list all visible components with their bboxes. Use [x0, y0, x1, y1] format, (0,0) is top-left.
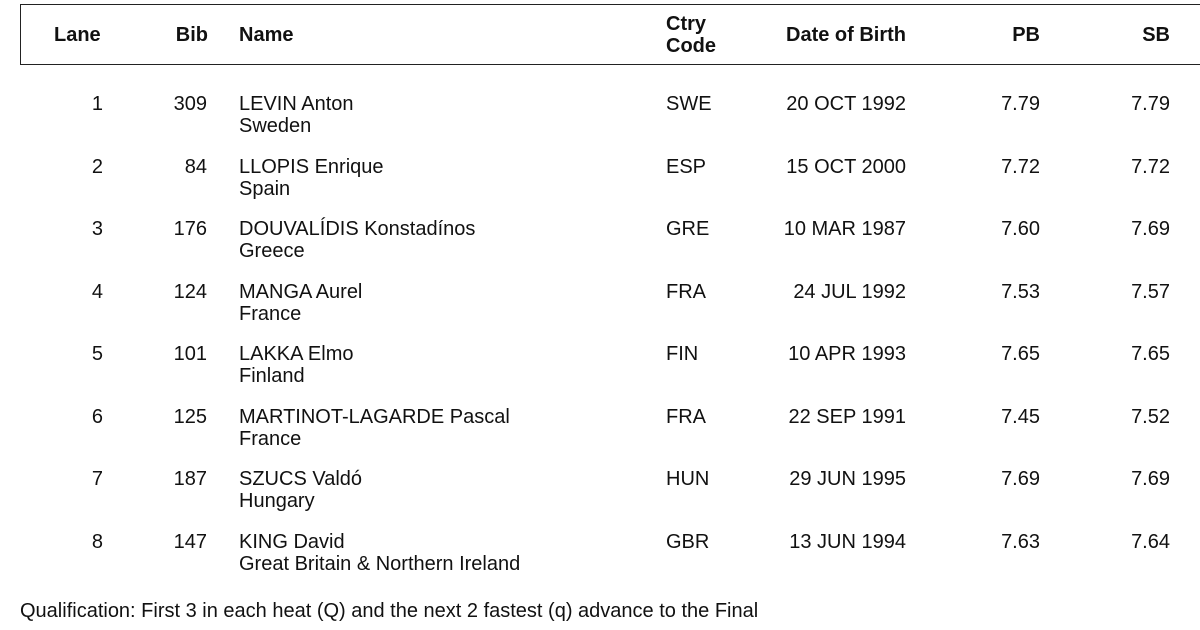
table-row [0, 93, 1200, 155]
athlete-cell [239, 343, 649, 387]
header-pb: PB [1012, 24, 1040, 46]
qualification-note: Qualification: First 3 in each heat (Q) and the next 2 fastest (q) advance to the Final [20, 600, 759, 622]
personal-best-cell: 7.72 [1001, 155, 1040, 178]
personal-best-cell: 7.65 [1001, 343, 1040, 365]
personal-best-cell: 7.60 [1001, 218, 1040, 240]
athlete-country: Hungary [239, 490, 315, 512]
lane-cell: 6 [91, 405, 103, 428]
header-ctry-code [666, 13, 746, 57]
personal-best-cell: 7.63 [1001, 530, 1040, 553]
athlete-country: Spain [239, 177, 291, 200]
date-of-birth-cell: 22 SEP 1991 [788, 405, 906, 428]
lane-cell: 7 [91, 468, 103, 490]
country-code-cell: FIN [666, 343, 699, 365]
country-code-cell: FRA [666, 405, 706, 428]
athlete-name: KING David [239, 530, 345, 553]
table-row [0, 406, 1200, 468]
date-of-birth-cell: 20 OCT 1992 [786, 93, 906, 115]
date-of-birth-cell: 10 APR 1993 [788, 343, 906, 365]
bib-cell: 124 [173, 280, 207, 303]
athlete-name: LAKKA Elmo [239, 343, 354, 365]
personal-best-cell: 7.69 [1001, 468, 1040, 490]
header-lane: Lane [54, 24, 101, 46]
country-code-cell: GBR [666, 530, 710, 553]
country-code-cell: FRA [666, 280, 706, 303]
bib-cell: 101 [173, 343, 207, 365]
season-best-cell: 7.57 [1131, 280, 1170, 303]
date-of-birth-cell: 15 OCT 2000 [786, 155, 906, 178]
header-sb: SB [1142, 24, 1170, 46]
athlete-cell [239, 281, 649, 325]
athlete-name: DOUVALÍDIS Konstadínos [239, 218, 476, 240]
athlete-name: LEVIN Anton [239, 93, 354, 115]
personal-best-cell: 7.79 [1001, 93, 1040, 115]
athlete-name: MARTINOT-LAGARDE Pascal [239, 405, 510, 428]
athlete-cell [239, 406, 649, 450]
table-row [0, 218, 1200, 280]
date-of-birth-cell: 13 JUN 1994 [789, 530, 906, 553]
header-ctry-line2: Code [666, 35, 716, 57]
table-row [0, 343, 1200, 405]
season-best-cell: 7.69 [1131, 218, 1170, 240]
header-ctry-line1: Ctry [666, 13, 707, 35]
athlete-country: Sweden [239, 115, 312, 137]
table-row [0, 468, 1200, 530]
athlete-cell [239, 531, 649, 575]
season-best-cell: 7.69 [1131, 468, 1170, 490]
athlete-cell [239, 468, 649, 512]
table-row [0, 281, 1200, 343]
personal-best-cell: 7.53 [1001, 280, 1040, 303]
athlete-cell [239, 218, 649, 262]
athlete-country: Greece [239, 240, 305, 262]
season-best-cell: 7.52 [1131, 405, 1170, 428]
lane-cell: 5 [91, 343, 103, 365]
bib-cell: 187 [173, 468, 207, 490]
athlete-cell [239, 156, 649, 200]
table-row [0, 531, 1200, 593]
season-best-cell: 7.64 [1131, 530, 1170, 553]
date-of-birth-cell: 10 MAR 1987 [783, 218, 906, 240]
athlete-country: Finland [239, 365, 305, 387]
header-bib: Bib [175, 24, 208, 46]
country-code-cell: ESP [666, 155, 707, 178]
season-best-cell: 7.65 [1131, 343, 1170, 365]
lane-cell: 3 [91, 218, 103, 240]
country-code-cell: HUN [666, 468, 710, 490]
bib-cell: 84 [184, 155, 207, 178]
athlete-name: SZUCS Valdó [239, 468, 363, 490]
athlete-country: France [239, 427, 302, 450]
athlete-name: LLOPIS Enrique [239, 155, 384, 178]
date-of-birth-cell: 24 JUL 1992 [793, 280, 906, 303]
athlete-name: MANGA Aurel [239, 280, 363, 303]
athlete-country: Great Britain & Northern Ireland [239, 552, 521, 575]
bib-cell: 176 [173, 218, 207, 240]
season-best-cell: 7.79 [1131, 93, 1170, 115]
country-code-cell: GRE [666, 218, 710, 240]
lane-cell: 2 [91, 155, 103, 178]
lane-cell: 1 [91, 93, 103, 115]
bib-cell: 309 [173, 93, 207, 115]
bib-cell: 125 [173, 405, 207, 428]
date-of-birth-cell: 29 JUN 1995 [789, 468, 906, 490]
lane-cell: 8 [91, 530, 103, 553]
season-best-cell: 7.72 [1131, 155, 1170, 178]
bib-cell: 147 [173, 530, 207, 553]
lane-cell: 4 [91, 280, 103, 303]
athlete-country: France [239, 302, 302, 325]
athlete-cell [239, 93, 649, 137]
header-date-of-birth: Date of Birth [786, 24, 906, 46]
country-code-cell: SWE [666, 93, 712, 115]
table-row [0, 156, 1200, 218]
header-name: Name [239, 24, 294, 46]
personal-best-cell: 7.45 [1001, 405, 1040, 428]
